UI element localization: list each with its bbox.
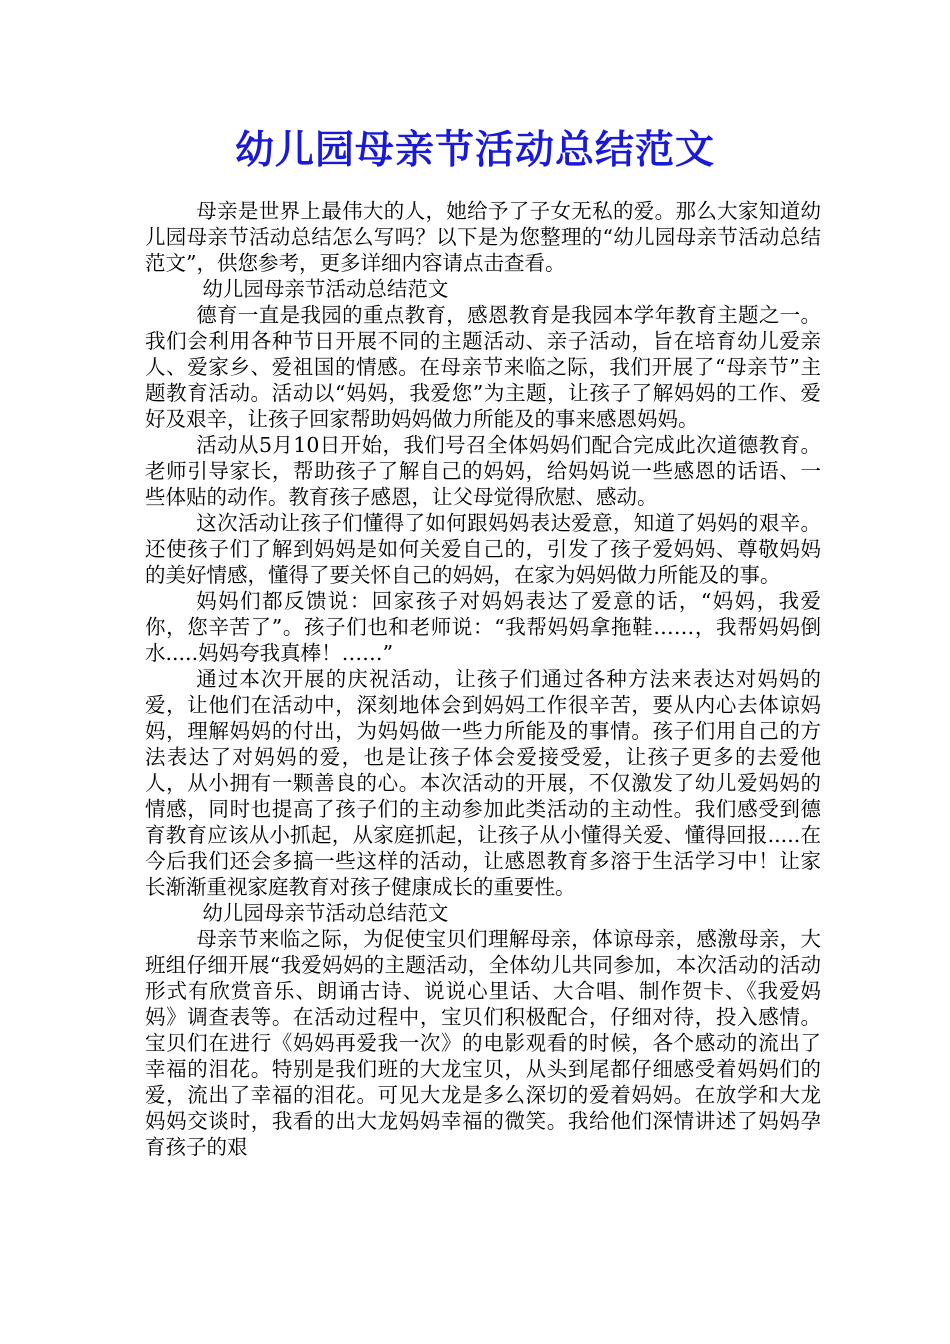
section-heading: 幼儿园母亲节活动总结范文	[202, 277, 449, 301]
document-body	[145, 198, 821, 1160]
intro-paragraph: 母亲是世界上最伟大的人，她给予了子女无私的爱。那么大家知道幼儿园母亲节活动总结怎么写吗？以下是为您整理的“幼儿园母亲节活动总结范文”，供您参考，更多详细内容请点击查看。	[145, 199, 821, 275]
body-paragraph: 这次活动让孩子们懂得了如何跟妈妈表达爱意，知道了妈妈的艰辛。还使孩子们了解到妈妈是如何关爱自己的，引发了孩子爱妈妈、尊敬妈妈的美好情感，懂得了要关怀自己的妈妈，在家为妈妈做力所能及的事。	[145, 511, 821, 587]
body-paragraph: 德育一直是我园的重点教育，感恩教育是我园本学年教育主题之一。我们会利用各种节日开展不同的主题活动、亲子活动，旨在培育幼儿爱亲人、爱家乡、爱祖国的情感。在母亲节来临之际，我们开展了“母亲节”主题教育活动。活动以“妈妈，我爱您”为主题，让孩子了解妈妈的工作、爱好及艰辛，让孩子回家帮助妈妈做力所能及的事来感恩妈妈。	[145, 303, 821, 431]
body-paragraph: 通过本次开展的庆祝活动，让孩子们通过各种方法来表达对妈妈的爱，让他们在活动中，深刻地体会到妈妈工作很辛苦，要从内心去体谅妈妈，理解妈妈的付出，为妈妈做一些力所能及的事情。孩子们用自己的方法表达了对妈妈的爱，也是让孩子体会爱接受爱，让孩子更多的去爱他人，从小拥有一颗善良的心。本次活动的开展，不仅激发了幼儿爱妈妈的情感，同时也提高了孩子们的主动参加此类活动的主动性。我们感受到德育教育应该从小抓起，从家庭抓起，让孩子从小懂得关爱、懂得回报.....在今后我们还会多搞一些这样的活动，让感恩教育多溶于生活学习中！让家长渐渐重视家庭教育对孩子健康成长的重要性。	[145, 667, 821, 899]
body-paragraph: 妈妈们都反馈说：回家孩子对妈妈表达了爱意的话，“妈妈，我爱你，您辛苦了”。孩子们也和老师说：“我帮妈妈拿拖鞋……，我帮妈妈倒水.....妈妈夸我真棒！……”	[145, 589, 821, 665]
body-paragraph: 活动从5月10日开始，我们号召全体妈妈们配合完成此次道德教育。老师引导家长，帮助孩子了解自己的妈妈，给妈妈说一些感恩的话语、一些体贴的动作。教育孩子感恩，让父母觉得欣慰、感动。	[145, 433, 821, 509]
body-paragraph: 母亲节来临之际，为促使宝贝们理解母亲，体谅母亲，感激母亲，大班组仔细开展“我爱妈妈的主题活动，全体幼儿共同参加，本次活动的活动形式有欣赏音乐、朗诵古诗、说说心里话、大合唱、制作贺卡、《我爱妈妈》调查表等。在活动过程中，宝贝们积极配合，仔细对待，投入感情。宝贝们在进行《妈妈再爱我一次》的电影观看的时候，各个感动的流出了幸福的泪花。特别是我们班的大龙宝贝，从头到尾都仔细感受着妈妈们的爱，流出了幸福的泪花。可见大龙是多么深切的爱着妈妈。在放学和大龙妈妈交谈时，我看的出大龙妈妈幸福的微笑。我给他们深情讲述了妈妈孕育孩子的艰	[145, 927, 821, 1159]
section-heading: 幼儿园母亲节活动总结范文	[202, 901, 449, 925]
document-title: 幼儿园母亲节活动总结范文	[234, 127, 715, 173]
